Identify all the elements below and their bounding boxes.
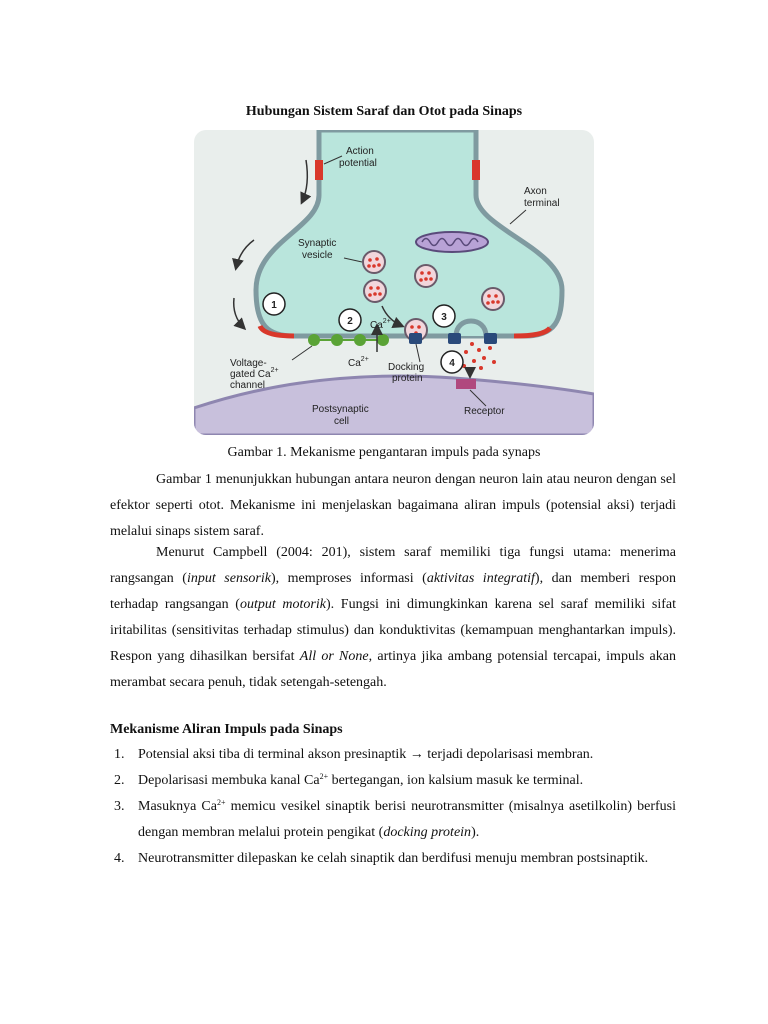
list-item-number: 4. [114, 851, 125, 866]
label-synaptic-vesicle: Synaptic [298, 238, 337, 249]
synapse-diagram-svg [194, 130, 594, 435]
axon-terminal [256, 130, 562, 336]
direction-arrow [302, 160, 307, 202]
step-marker-1 [263, 293, 285, 315]
label-postsynaptic-cell: Postsynaptic [312, 404, 369, 415]
docking-protein [484, 333, 497, 344]
list-item-text: Neurotransmitter dilepaskan ke celah sinaptik dan berdifusi menuju membran postsinaptik. [138, 851, 649, 866]
label-calcium-ion: $Ca^{2+}$ [370, 318, 391, 331]
list-item [110, 768, 676, 794]
label-docking-protein: Docking [388, 362, 425, 373]
paragraph-functions: Menurut Campbell (2004: 201), sistem saraf memiliki tiga fungsi utama: menerima rangsangan (input sensorik), memproses informasi (aktivitas integratif), dan memberi respon terhadap rangsangan (output motorik). Fungsi ini dimungkinkan karena sel saraf memiliki sifat iritabilitas (sensitivitas terhadap stimulus) dan konduktivitas (kemampuan menghantarkan impuls). Respon yang dihasilkan bersifat All or None, artinya jika ambang potensial tercapai, impuls akan merambat secara penuh, tidak setengah-setengah. [110, 545, 677, 690]
term-output-motorik: output motorik [239, 597, 326, 612]
label-postsynaptic-cell: cell [334, 416, 350, 427]
svg-text:4: 4 [449, 358, 455, 369]
svg-text:1: 1 [271, 300, 277, 311]
list-item-text: Potensial aksi tiba di terminal akson presinaptik → terjadi depolarisasi membran. [138, 747, 594, 762]
synaptic-vesicle [364, 280, 386, 302]
list-item-number: 3. [114, 799, 125, 814]
list-item [110, 742, 676, 768]
synaptic-vesicle [363, 251, 385, 273]
docking-protein [448, 333, 461, 344]
label-action-potential: potential [339, 158, 377, 169]
label-receptor: Receptor [464, 406, 505, 417]
svg-text:2: 2 [347, 316, 353, 327]
step-marker-2 [339, 309, 361, 331]
label-axon-terminal: terminal [524, 198, 560, 209]
list-item [110, 846, 676, 872]
direction-arrow [234, 298, 244, 328]
label-action-potential: Action [346, 146, 374, 157]
label-axon-terminal: Axon [524, 186, 547, 197]
label-calcium-ion-lower: $Ca^{2+}$ [348, 356, 369, 369]
svg-text:3: 3 [441, 312, 447, 323]
term-input-sensorik: input sensorik [186, 571, 271, 586]
paragraph-intro: Gambar 1 menunjukkan hubungan antara neuron dengan neuron lain atau neuron dengan sel efektor seperti otot. Mekanisme ini menjelaskan bagaimana aliran impuls (potensial aksi) terjadi melalui sinaps sistem saraf. [110, 472, 676, 539]
term-aktivitas-integratif: aktivitas integratif [426, 571, 535, 586]
list-item-number: 2. [114, 773, 125, 788]
list-item-number: 1. [114, 747, 125, 762]
label-voltage-gated-channel: gated $Ca^{2+}$ [230, 367, 279, 380]
mechanism-steps-list [110, 742, 676, 872]
section-heading: Mekanisme Aliran Impuls pada Sinaps [110, 722, 343, 737]
synaptic-vesicle [482, 288, 504, 310]
step-marker-3 [433, 305, 455, 327]
action-potential-mark [315, 160, 323, 180]
receptor [456, 379, 476, 389]
docking-protein [409, 333, 422, 344]
synaptic-vesicle [415, 265, 437, 287]
page-title: Hubungan Sistem Saraf dan Otot pada Sinaps [245, 104, 523, 119]
neurotransmitter-particles [462, 342, 496, 370]
list-item [110, 794, 676, 846]
direction-arrow [236, 240, 254, 268]
step-marker-4 [441, 351, 463, 373]
label-voltage-gated-channel: Voltage- [230, 358, 267, 369]
label-voltage-gated-channel: channel [230, 380, 266, 391]
figure-caption: Gambar 1. Mekanisme pengantaran impuls pada synaps [227, 445, 541, 460]
synapse-diagram [194, 130, 594, 435]
action-potential-mark [472, 160, 480, 180]
term-all-or-none: All or None [299, 649, 369, 664]
list-item-text: Masuknya $Ca^{2+}$ memicu vesikel sinaptik berisi neurotransmitter (misalnya asetilkolin) berfusi dengan membran melalui protein pengikat (docking protein). [138, 798, 676, 840]
label-synaptic-vesicle: vesicle [302, 250, 333, 261]
label-docking-protein: protein [392, 373, 423, 384]
list-item-text: Depolarisasi membuka kanal $Ca^{2+}$ bertegangan, ion kalsium masuk ke terminal. [138, 772, 584, 788]
